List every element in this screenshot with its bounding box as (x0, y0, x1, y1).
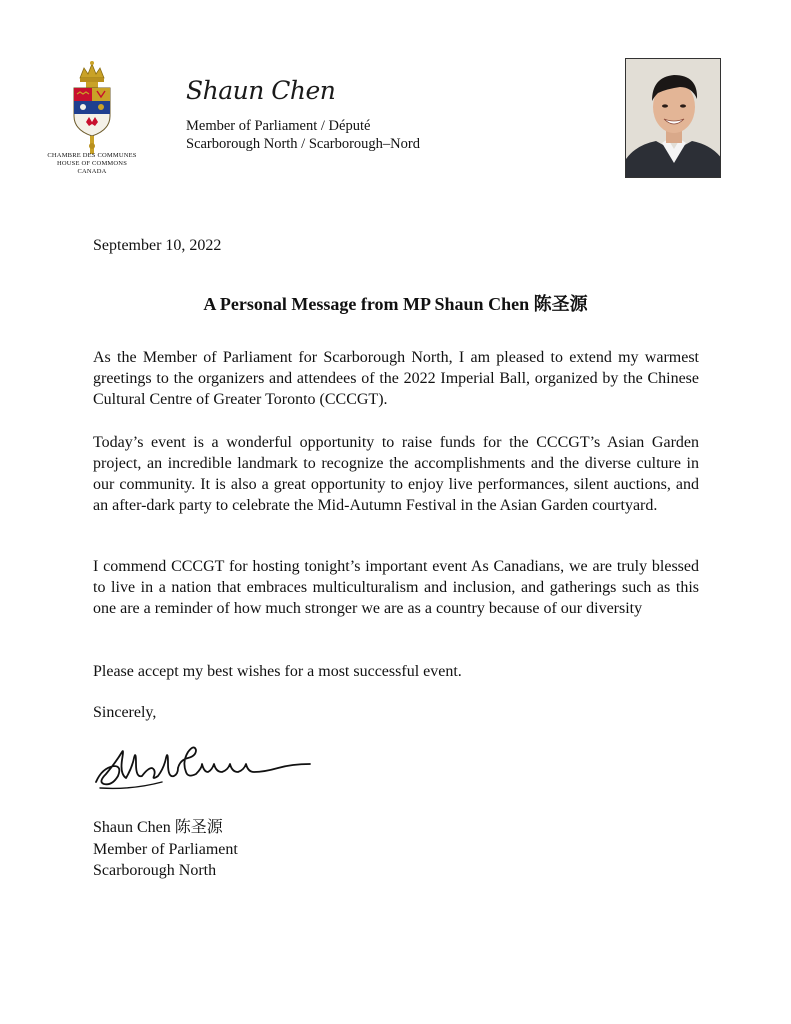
letter-paragraph: I commend CCCGT for hosting tonight’s important event As Canadians, we are truly blessed to live in a nation that embraces multiculturalism and inclusion, and gatherings such as this one are a reminder of how much stronger we are as a country because of our diversity (93, 558, 699, 617)
crest-caption-line: CHAMBRE DES COMMUNES (47, 152, 137, 159)
letterhead-role: Member of Parliament / Député (186, 118, 371, 134)
crest-caption-line: HOUSE OF COMMONS (56, 160, 128, 167)
letter-paragraph: As the Member of Parliament for Scarborough North, I am pleased to extend my warmest greetings to the organizers and attendees of the 2022 Imperial Ball, organized by the Chinese Cultural Centre of Greater Toronto (CCCGT). (93, 349, 699, 408)
letterhead-signature-name: Shaun Chen (186, 76, 336, 105)
crest-caption-line: CANADA (77, 168, 107, 175)
signer-riding: Scarborough North (93, 862, 217, 879)
signer-block (93, 817, 238, 882)
signer-role: Member of Parliament (93, 840, 238, 858)
letter-closing: Sincerely, (93, 704, 157, 721)
handwritten-signature (92, 738, 314, 798)
letter-title: A Personal Message from MP Shaun Chen 陈圣源 (203, 294, 588, 314)
letter-paragraph: Please accept my best wishes for a most successful event. (93, 663, 462, 680)
portrait-photo (625, 58, 721, 178)
letterhead-riding: Scarborough North / Scarborough–Nord (186, 136, 420, 152)
signer-name: Shaun Chen 陈圣源 (93, 819, 223, 836)
letter-date: September 10, 2022 (93, 237, 222, 254)
letter-paragraph: Today’s event is a wonderful opportunity to raise funds for the CCCGT’s Asian Garden project, an incredible landmark to recognize the accomplishments and the diverse culture in our community. It is also a great opportunity to enjoy live performances, silent auctions, and an after-dark party to celebrate the Mid-Autumn Festival in the Asian Garden courtyard. (93, 434, 699, 514)
crest-caption (40, 152, 144, 176)
